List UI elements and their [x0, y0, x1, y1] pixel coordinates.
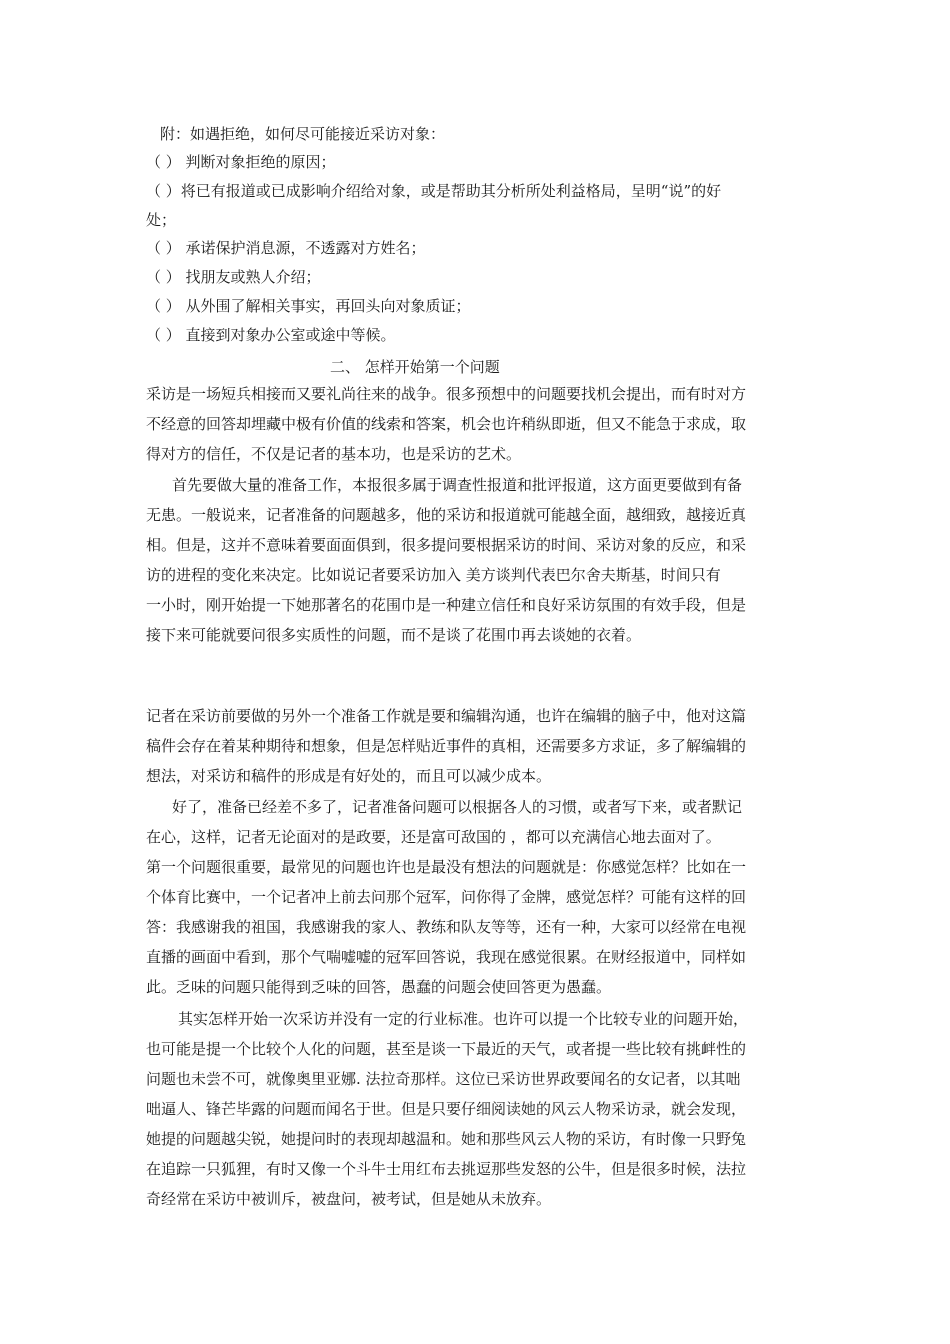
paragraph-line: 不经意的回答却埋藏中极有价值的线索和答案，机会也许稍纵即逝，但又不能急于求成，取	[146, 415, 747, 433]
appendix-item: （ ） 判断对象拒绝的原因；	[146, 153, 336, 171]
paragraph-line: 问题也未尝不可，就像奥里亚娜. 法拉奇那样。这位已采访世界政要闻名的女记者，以其咄	[146, 1070, 741, 1088]
paragraph-line: 在追踪一只狐狸，有时又像一个斗牛士用红布去挑逗那些发怒的公牛，但是很多时候，法拉	[146, 1160, 747, 1178]
paragraph-line: 想法，对采访和稿件的形成是有好处的，而且可以减少成本。	[146, 767, 552, 785]
paragraph-line: 第一个问题很重要，最常见的问题也许也是最没有想法的问题就是：你感觉怎样？比如在一	[146, 858, 747, 876]
paragraph-line: 稿件会存在着某种期待和想象，但是怎样贴近事件的真相，还需要多方求证，多了解编辑的	[146, 737, 747, 755]
paragraph-line: 个体育比赛中，一个记者冲上前去问那个冠军，问你得了金牌，感觉怎样？可能有这样的回	[146, 888, 747, 906]
paragraph-line: 记者在采访前要做的另外一个准备工作就是要和编辑沟通，也许在编辑的脑子中，他对这篇	[146, 707, 747, 725]
paragraph-line: 在心，这样，记者无论面对的是政要，还是富可敌国的 ，都可以充满信心地去面对了。	[146, 828, 721, 846]
paragraph-line: 好了，准备已经差不多了，记者准备问题可以根据各人的习惯，或者写下来，或者默记	[172, 798, 743, 816]
paragraph-line: 此。乏味的问题只能得到乏味的回答，愚蠢的问题会使回答更为愚蠢。	[146, 978, 612, 996]
paragraph-line: 咄逼人、锋芒毕露的问题而闻名于世。但是只要仔细阅读她的风云人物采访录，就会发现，	[146, 1100, 747, 1118]
paragraph-line: 首先要做大量的准备工作，本报很多属于调查性报道和批评报道，这方面更要做到有备	[172, 476, 743, 494]
appendix-item: （ ） 从外围了解相关事实，再回头向对象质证；	[146, 297, 471, 315]
paragraph-line: 一小时，刚开始提一下她那著名的花围巾是一种建立信任和良好采访氛围的有效手段，但是	[146, 596, 747, 614]
paragraph-line: 她提的问题越尖锐，她提问时的表现却越温和。她和那些风云人物的采访，有时像一只野兔	[146, 1130, 747, 1148]
paragraph-line: 其实怎样开始一次采访并没有一定的行业标准。也许可以提一个比较专业的问题开始，	[178, 1010, 749, 1028]
appendix-item: （ ） 直接到对象办公室或途中等候。	[146, 326, 396, 344]
paragraph-line: 访的进程的变化来决定。比如说记者要采访加入 美方谈判代表巴尔舍夫斯基，时间只有	[146, 566, 721, 584]
paragraph-line: 奇经常在采访中被训斥，被盘问，被考试，但是她从未放弃。	[146, 1190, 552, 1208]
paragraph-line: 直播的画面中看到，那个气喘嘘嘘的冠军回答说，我现在感觉很累。在财经报道中，同样如	[146, 948, 747, 966]
appendix-item: （ ） 找朋友或熟人介绍；	[146, 268, 321, 286]
paragraph-line: 接下来可能就要问很多实质性的问题，而不是谈了花围巾再去谈她的衣着。	[146, 626, 642, 644]
section-heading: 二、 怎样开始第一个问题	[330, 358, 500, 376]
paragraph-line: 无患。一般说来，记者准备的问题越多，他的采访和报道就可能越全面，越细致，越接近真	[146, 506, 747, 524]
paragraph-line: 采访是一场短兵相接而又要礼尚往来的战争。很多预想中的问题要找机会提出，而有时对方	[146, 385, 747, 403]
appendix-title: 附：如遇拒绝，如何尽可能接近采访对象：	[160, 125, 446, 143]
paragraph-line: 相。但是，这并不意味着要面面俱到，很多提问要根据采访的时间、采访对象的反应，和采	[146, 536, 747, 554]
paragraph-line: 也可能是提一个比较个人化的问题，甚至是谈一下最近的天气，或者提一些比较有挑衅性的	[146, 1040, 747, 1058]
appendix-item: 处；	[146, 211, 177, 229]
appendix-item: （ ）将已有报道或已成影响介绍给对象，或是帮助其分析所处利益格局，呈明“说”的好	[146, 182, 722, 200]
appendix-item: （ ） 承诺保护消息源，不透露对方姓名；	[146, 239, 426, 257]
paragraph-line: 得对方的信任，不仅是记者的基本功，也是采访的艺术。	[146, 445, 522, 463]
paragraph-line: 答：我感谢我的祖国，我感谢我的家人、教练和队友等等，还有一种，大家可以经常在电视	[146, 918, 747, 936]
